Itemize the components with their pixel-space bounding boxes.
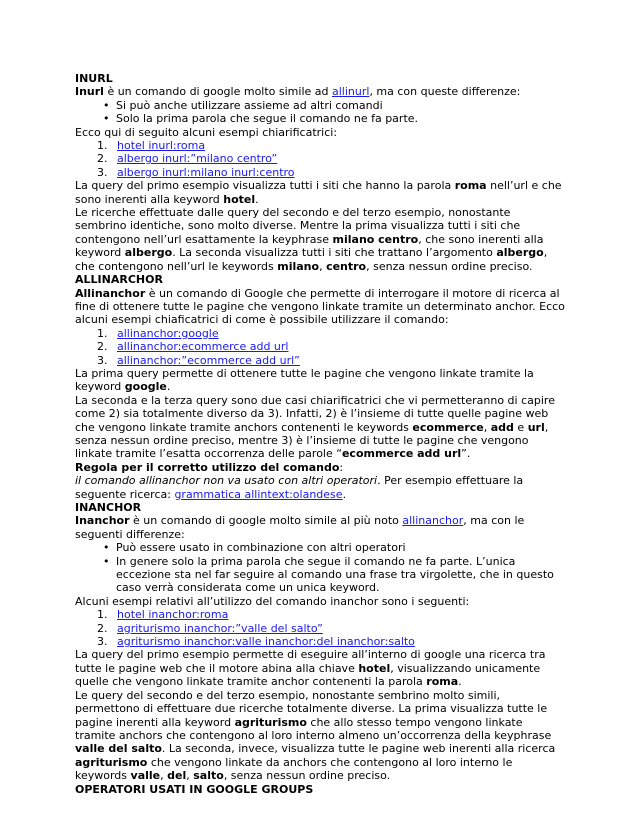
example-link[interactable]: agriturismo inanchor:valle inanchor:del inanchor:salto: [117, 635, 415, 649]
list-item: 2. allinanchor:ecommerce add url: [97, 340, 289, 354]
inurl-examples-intro: Ecco qui di seguito alcuni esempi chiarificatrici:: [75, 125, 338, 139]
example-link[interactable]: grammatica allintext:olandese: [174, 487, 343, 501]
list-item: 1. hotel inurl:roma: [97, 139, 206, 153]
inanchor-intro: Inanchor è un comando di google molto simile al più noto allinanchor, ma con le seguenti differenze:: [75, 514, 525, 541]
list-item: • In genere solo la prima parola che segue il comando ne fa parte. L’unica eccezione sta nel far seguire al comando una frase tra virgolette, che in questo caso verrà considerata come un unica keyword.: [103, 555, 565, 595]
list-item: 2. albergo inurl:”milano centro”: [97, 152, 278, 166]
section-heading-inanchor: INANCHOR: [75, 501, 142, 514]
example-link[interactable]: albergo inurl:”milano centro”: [117, 152, 278, 166]
section-heading-inurl: INURL: [75, 72, 113, 85]
allinanchor-link[interactable]: allinanchor: [402, 514, 464, 528]
rule-paragraph: il comando allinanchor non va usato con altri operatori. Per esempio effettuare la seguente ricerca: grammatica allintext:olandese.: [75, 474, 524, 501]
inurl-paragraph-2: Le ricerche effettuate dalle query del secondo e del terzo esempio, nonostante sembrino identiche, sono molto diverse. Mentre la prima visualizza tutti i siti che contengono nell’url esattamente la keyphrase milano centro, che sono inerenti alla keyword albergo. La seconda visualizza tutti i siti che trattano l’argomento albergo, che contengono nell’url le keywords milano, centro, senza nessun ordine preciso.: [75, 206, 548, 273]
document-page: [75, 72, 565, 796]
list-item: 3. albergo inurl:milano inurl:centro: [97, 165, 295, 179]
allinurl-link[interactable]: allinurl: [332, 85, 370, 99]
allinanchor-paragraph-1: La prima query permette di ottenere tutte le pagine che vengono linkate tramite la keyword google.: [75, 366, 534, 394]
inurl-examples: [75, 139, 565, 179]
allinanchor-intro: Allinanchor è un comando di Google che permette di interrogare il motore di ricerca al fine di ottenere tutte le pagine che vengono linkate tramite un determinato anchor. Ecco alcuni esempi chiaficatrici di come è possibile utilizzare il comando:: [75, 286, 565, 327]
list-item: 3. allinanchor:”ecommerce add url”: [97, 353, 300, 367]
section-heading-allinanchor: ALLINARCHOR: [75, 273, 163, 287]
inurl-bullets: [75, 99, 565, 126]
inanchor-paragraph-1: La query del primo esempio permette di eseguire all’interno di google una ricerca tra tutte le pagine web che il motore abina alla chiave hotel, visualizzando unicamente quelle che vengono linkate tramite anchor contenenti la parola roma.: [75, 648, 546, 689]
list-item: 1. hotel inanchor:roma: [97, 608, 229, 622]
inurl-intro: Inurl è un comando di google molto simile ad allinurl, ma con queste differenze:: [75, 85, 521, 99]
list-item: • Si può anche utilizzare assieme ad altri comandi: [103, 99, 565, 112]
section-heading-groups: OPERATORI USATI IN GOOGLE GROUPS: [75, 782, 314, 796]
list-item: • Può essere usato in combinazione con altri operatori: [103, 541, 565, 554]
list-item: 2. agriturismo inanchor:”valle del salto”: [97, 621, 323, 635]
list-item: • Solo la prima parola che segue il comando ne fa parte.: [103, 112, 565, 125]
list-item: 1. allinanchor:google: [97, 326, 219, 340]
inanchor-examples-intro: Alcuni esempi relativi all’utilizzo del comando inanchor sono i seguenti:: [75, 594, 470, 608]
example-link[interactable]: allinanchor:google: [117, 326, 219, 340]
rule-heading: Regola per il corretto utilizzo del comando:: [75, 460, 344, 474]
example-link[interactable]: agriturismo inanchor:”valle del salto”: [117, 621, 323, 635]
example-link[interactable]: allinanchor:”ecommerce add url”: [117, 353, 300, 367]
allinanchor-paragraph-2: La seconda e la terza query sono due casi chiarificatrici che vi permetteranno di capire come 2) sia totalmente diverso da 3). Infatti, 2) è l’insieme di tutte quelle pagine web che vengono linkate tramite anchors contenenti le keywords ecommerce, add e url, senza nessun ordine preciso, mentre 3) è l’insieme di tutte le pagine che vengono linkate tramite l’esatta occorrenza delle parole “ecommerce add url”.: [75, 393, 555, 461]
inanchor-paragraph-2: Le query del secondo e del terzo esempio, nonostante sembrino molto simili, permettono di effettuare due ricerche totalmente diverse. La prima visualizza tutte le pagine inerenti alla keyword agriturismo che allo stesso tempo vengono linkate tramite anchors che contengono al loro interno almeno un’occorrenza della keyphrase valle del salto. La seconda, invece, visualizza tutte le pagine web inerenti alla ricerca agriturismo che vengono linkate da anchors che contengono al loro interno le keywords valle, del, salto, senza nessun ordine preciso.: [75, 688, 556, 783]
example-link[interactable]: albergo inurl:milano inurl:centro: [117, 165, 295, 179]
example-link[interactable]: hotel inanchor:roma: [117, 608, 229, 622]
allinanchor-examples: [75, 327, 565, 367]
example-link[interactable]: allinanchor:ecommerce add url: [117, 340, 289, 354]
inanchor-examples: [75, 608, 565, 648]
example-link[interactable]: hotel inurl:roma: [117, 139, 206, 153]
inanchor-bullets: [75, 541, 565, 595]
inurl-paragraph-1: La query del primo esempio visualizza tutti i siti che hanno la parola roma nell’url e che sono inerenti alla keyword hotel.: [75, 179, 562, 206]
list-item: 3. agriturismo inanchor:valle inanchor:del inanchor:salto: [97, 635, 415, 649]
